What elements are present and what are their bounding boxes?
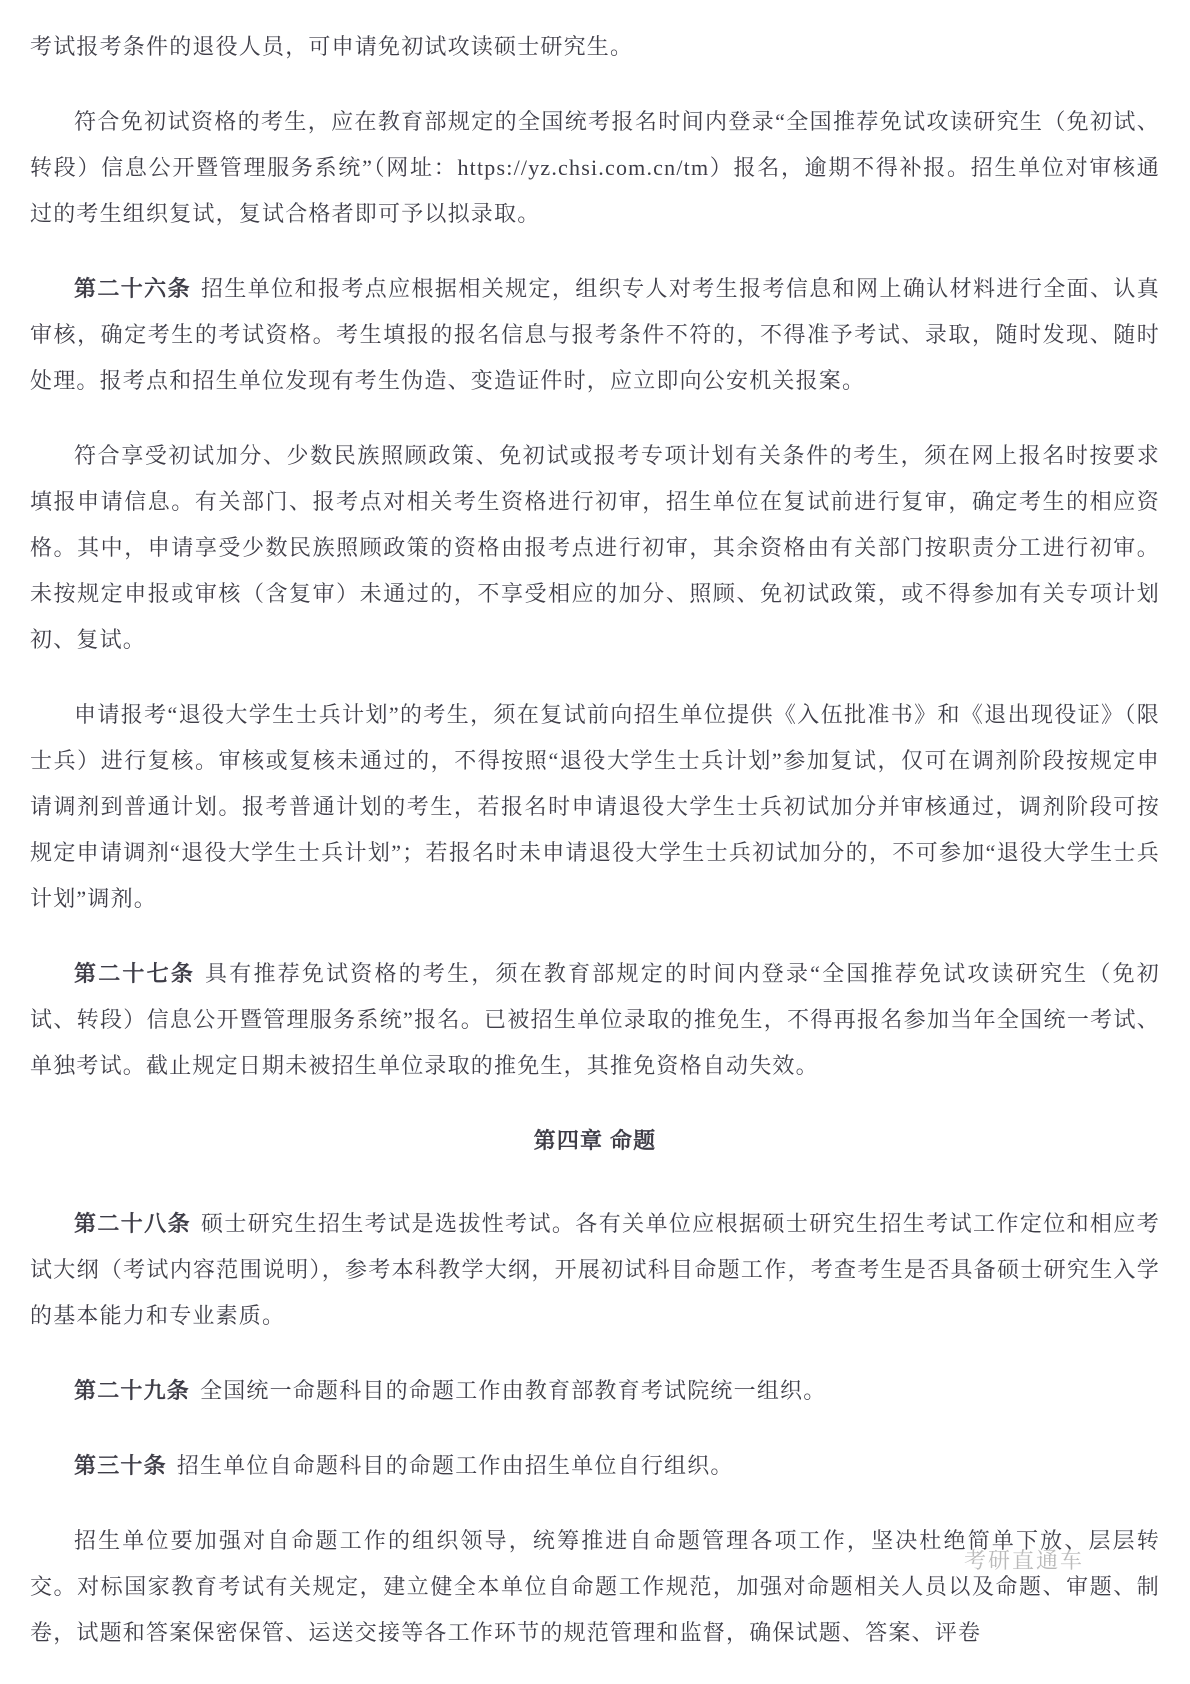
paragraph-text: 硕士研究生招生考试是选拔性考试。各有关单位应根据硕士研究生招生考试工作定位和相应考试大纲（考试内容范围说明），参考本科教学大纲，开展初试科目命题工作，考查考生是否具备硕士研究生入学的基本能力和专业素质。 — [30, 1211, 1160, 1328]
paragraph — [30, 1518, 1160, 1656]
article-number: 第二十六条 — [74, 276, 191, 301]
paragraph — [30, 1368, 1160, 1414]
paragraph — [30, 99, 1160, 237]
paragraph — [30, 1443, 1160, 1489]
paragraph — [30, 266, 1160, 404]
article-number: 第二十九条 — [74, 1378, 191, 1403]
watermark-text: 考研直通车 — [963, 1548, 1084, 1573]
paragraph — [30, 1201, 1160, 1339]
paragraph-text: 考试报考条件的退役人员，可申请免初试攻读硕士研究生。 — [30, 34, 634, 59]
paragraph-text: 具有推荐免试资格的考生，须在教育部规定的时间内登录“全国推荐免试攻读研究生（免初试、转段）信息公开暨管理服务系统”报名。已被招生单位录取的推免生，不得再报名参加当年全国统一考试、单独考试。截止规定日期未被招生单位录取的推免生，其推免资格自动失效。 — [30, 961, 1160, 1078]
paragraph — [30, 24, 1160, 70]
chapter-heading: 第四章 命题 — [533, 1128, 657, 1153]
paragraph-text: 申请报考“退役大学生士兵计划”的考生，须在复试前向招生单位提供《入伍批准书》和《退出现役证》（限士兵）进行复核。审核或复核未通过的，不得按照“退役大学生士兵计划”参加复试，仅可在调剂阶段按规定申请调剂到普通计划。报考普通计划的考生，若报名时申请退役大学生士兵初试加分并审核通过，调剂阶段可按规定申请调剂“退役大学生士兵计划”；若报名时未申请退役大学生士兵初试加分的，不可参加“退役大学生士兵计划”调剂。 — [30, 702, 1160, 911]
paragraph — [30, 692, 1160, 922]
paragraph-text: 全国统一命题科目的命题工作由教育部教育考试院统一组织。 — [200, 1378, 827, 1403]
article-number: 第三十条 — [74, 1453, 167, 1478]
article-number: 第二十八条 — [74, 1211, 191, 1236]
article-number: 第二十七条 — [74, 961, 196, 986]
paragraph-text: 符合免初试资格的考生，应在教育部规定的全国统考报名时间内登录“全国推荐免试攻读研究生（免初试、转段）信息公开暨管理服务系统”（网址：https://yz.chsi.com.cn/tm）报名，逾期不得补报。招生单位对审核通过的考生组织复试，复试合格者即可予以拟录取。 — [30, 109, 1160, 226]
paragraph-text: 招生单位要加强对自命题工作的组织领导，统筹推进自命题管理各项工作，坚决杜绝简单下放、层层转交。对标国家教育考试有关规定，建立健全本单位自命题工作规范，加强对命题相关人员以及命题、审题、制卷，试题和答案保密保管、运送交接等各工作环节的规范管理和监督，确保试题、答案、评卷 — [30, 1528, 1160, 1645]
paragraph — [30, 951, 1160, 1089]
paragraph — [30, 433, 1160, 663]
paragraph-text: 招生单位自命题科目的命题工作由招生单位自行组织。 — [176, 1453, 734, 1478]
paragraph-text: 符合享受初试加分、少数民族照顾政策、免初试或报考专项计划有关条件的考生，须在网上报名时按要求填报申请信息。有关部门、报考点对相关考生资格进行初审，招生单位在复试前进行复审，确定考生的相应资格。其中，申请享受少数民族照顾政策的资格由报考点进行初审，其余资格由有关部门按职责分工进行初审。未按规定申报或审核（含复审）未通过的，不享受相应的加分、照顾、免初试政策，或不得参加有关专项计划初、复试。 — [30, 443, 1160, 652]
paragraph-text: 招生单位和报考点应根据相关规定，组织专人对考生报考信息和网上确认材料进行全面、认真审核，确定考生的考试资格。考生填报的报名信息与报考条件不符的，不得准予考试、录取，随时发现、随时处理。报考点和招生单位发现有考生伪造、变造证件时，应立即向公安机关报案。 — [30, 276, 1160, 393]
